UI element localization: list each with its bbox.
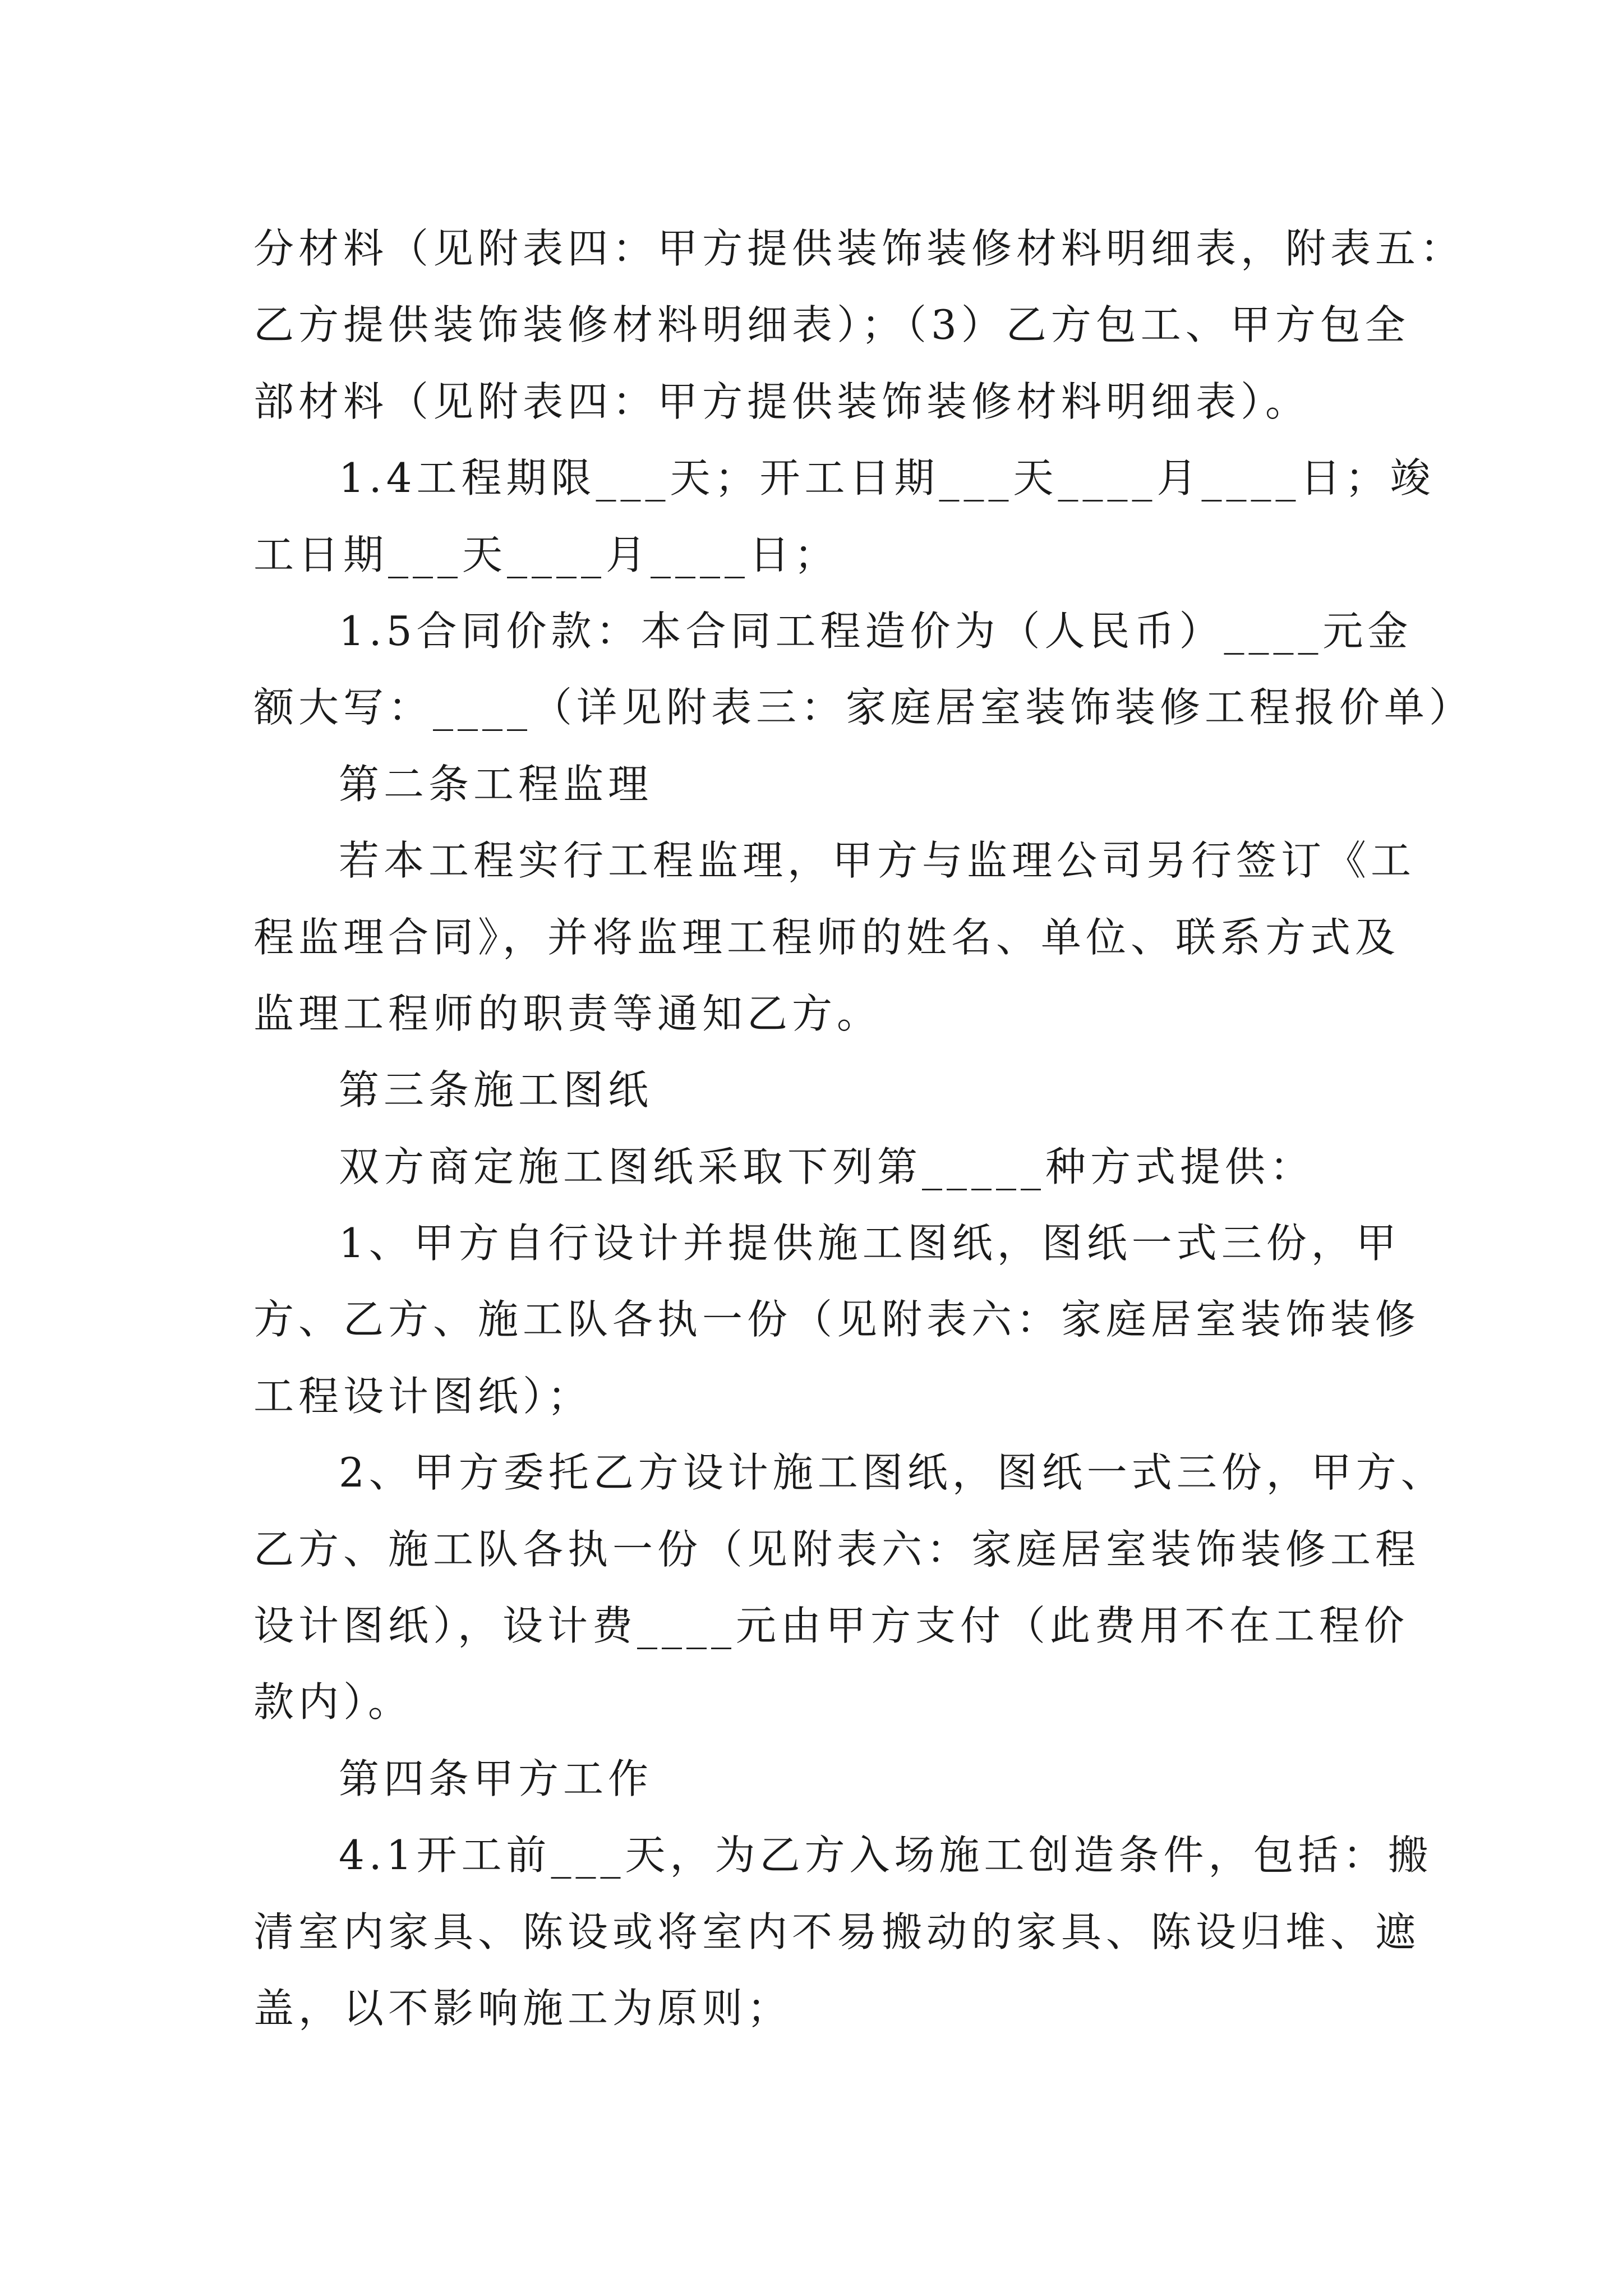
text-line: 乙方提供装饰装修材料明细表）；（3）乙方包工、甲方包全: [253, 301, 1410, 349]
text-line: 乙方、施工队各执一份（见附表六：家庭居室装饰装修工程: [253, 1525, 1421, 1573]
text-line: 款内）。: [253, 1678, 413, 1726]
section-heading-4: 第四条甲方工作: [339, 1755, 653, 1802]
section-heading-3: 第三条施工图纸: [339, 1066, 653, 1114]
text-line: 分材料（见附表四：甲方提供装饰装修材料明细表，附表五：: [253, 225, 1465, 272]
text-line: 额大写：____（详见附表三：家庭居室装饰装修工程报价单）: [253, 684, 1474, 731]
text-line: 监理工程师的职责等通知乙方。: [253, 990, 882, 1037]
text-line: 若本工程实行工程监理，甲方与监理公司另行签订《工: [339, 837, 1416, 885]
clause-4-1: 4.1开工前___天，为乙方入场施工创造条件，包括：搬: [339, 1832, 1433, 1879]
text-line: 设计图纸），设计费____元由甲方支付（此费用不在工程价: [253, 1602, 1409, 1650]
text-line: 程监理合同》，并将监理工程师的姓名、单位、联系方式及: [253, 913, 1400, 961]
option-2: 2、甲方委托乙方设计施工图纸，图纸一式三份，甲方、: [339, 1449, 1446, 1497]
option-1: 1、甲方自行设计并提供施工图纸，图纸一式三份，甲: [339, 1220, 1401, 1267]
clause-1-4: 1.4工程期限___天；开工日期___天____月____日；竣: [339, 454, 1435, 502]
text-line: 工日期___天____月____日；: [253, 531, 840, 578]
clause-1-5: 1.5合同价款：本合同工程造价为（人民币）____元金: [339, 607, 1413, 655]
text-line: 清室内家具、陈设或将室内不易搬动的家具、陈设归堆、遮: [253, 1908, 1421, 1955]
text-line: 工程设计图纸）；: [253, 1372, 593, 1420]
text-line: 双方商定施工图纸采取下列第_____种方式提供：: [339, 1143, 1315, 1190]
text-line: 盖，以不影响施工为原则；: [253, 1984, 792, 2032]
text-line: 部材料（见附表四：甲方提供装饰装修材料明细表）。: [253, 378, 1311, 425]
section-heading-2: 第二条工程监理: [339, 760, 653, 808]
document-body: [253, 210, 1474, 2046]
text-line: 方、乙方、施工队各执一份（见附表六：家庭居室装饰装修: [253, 1296, 1421, 1343]
